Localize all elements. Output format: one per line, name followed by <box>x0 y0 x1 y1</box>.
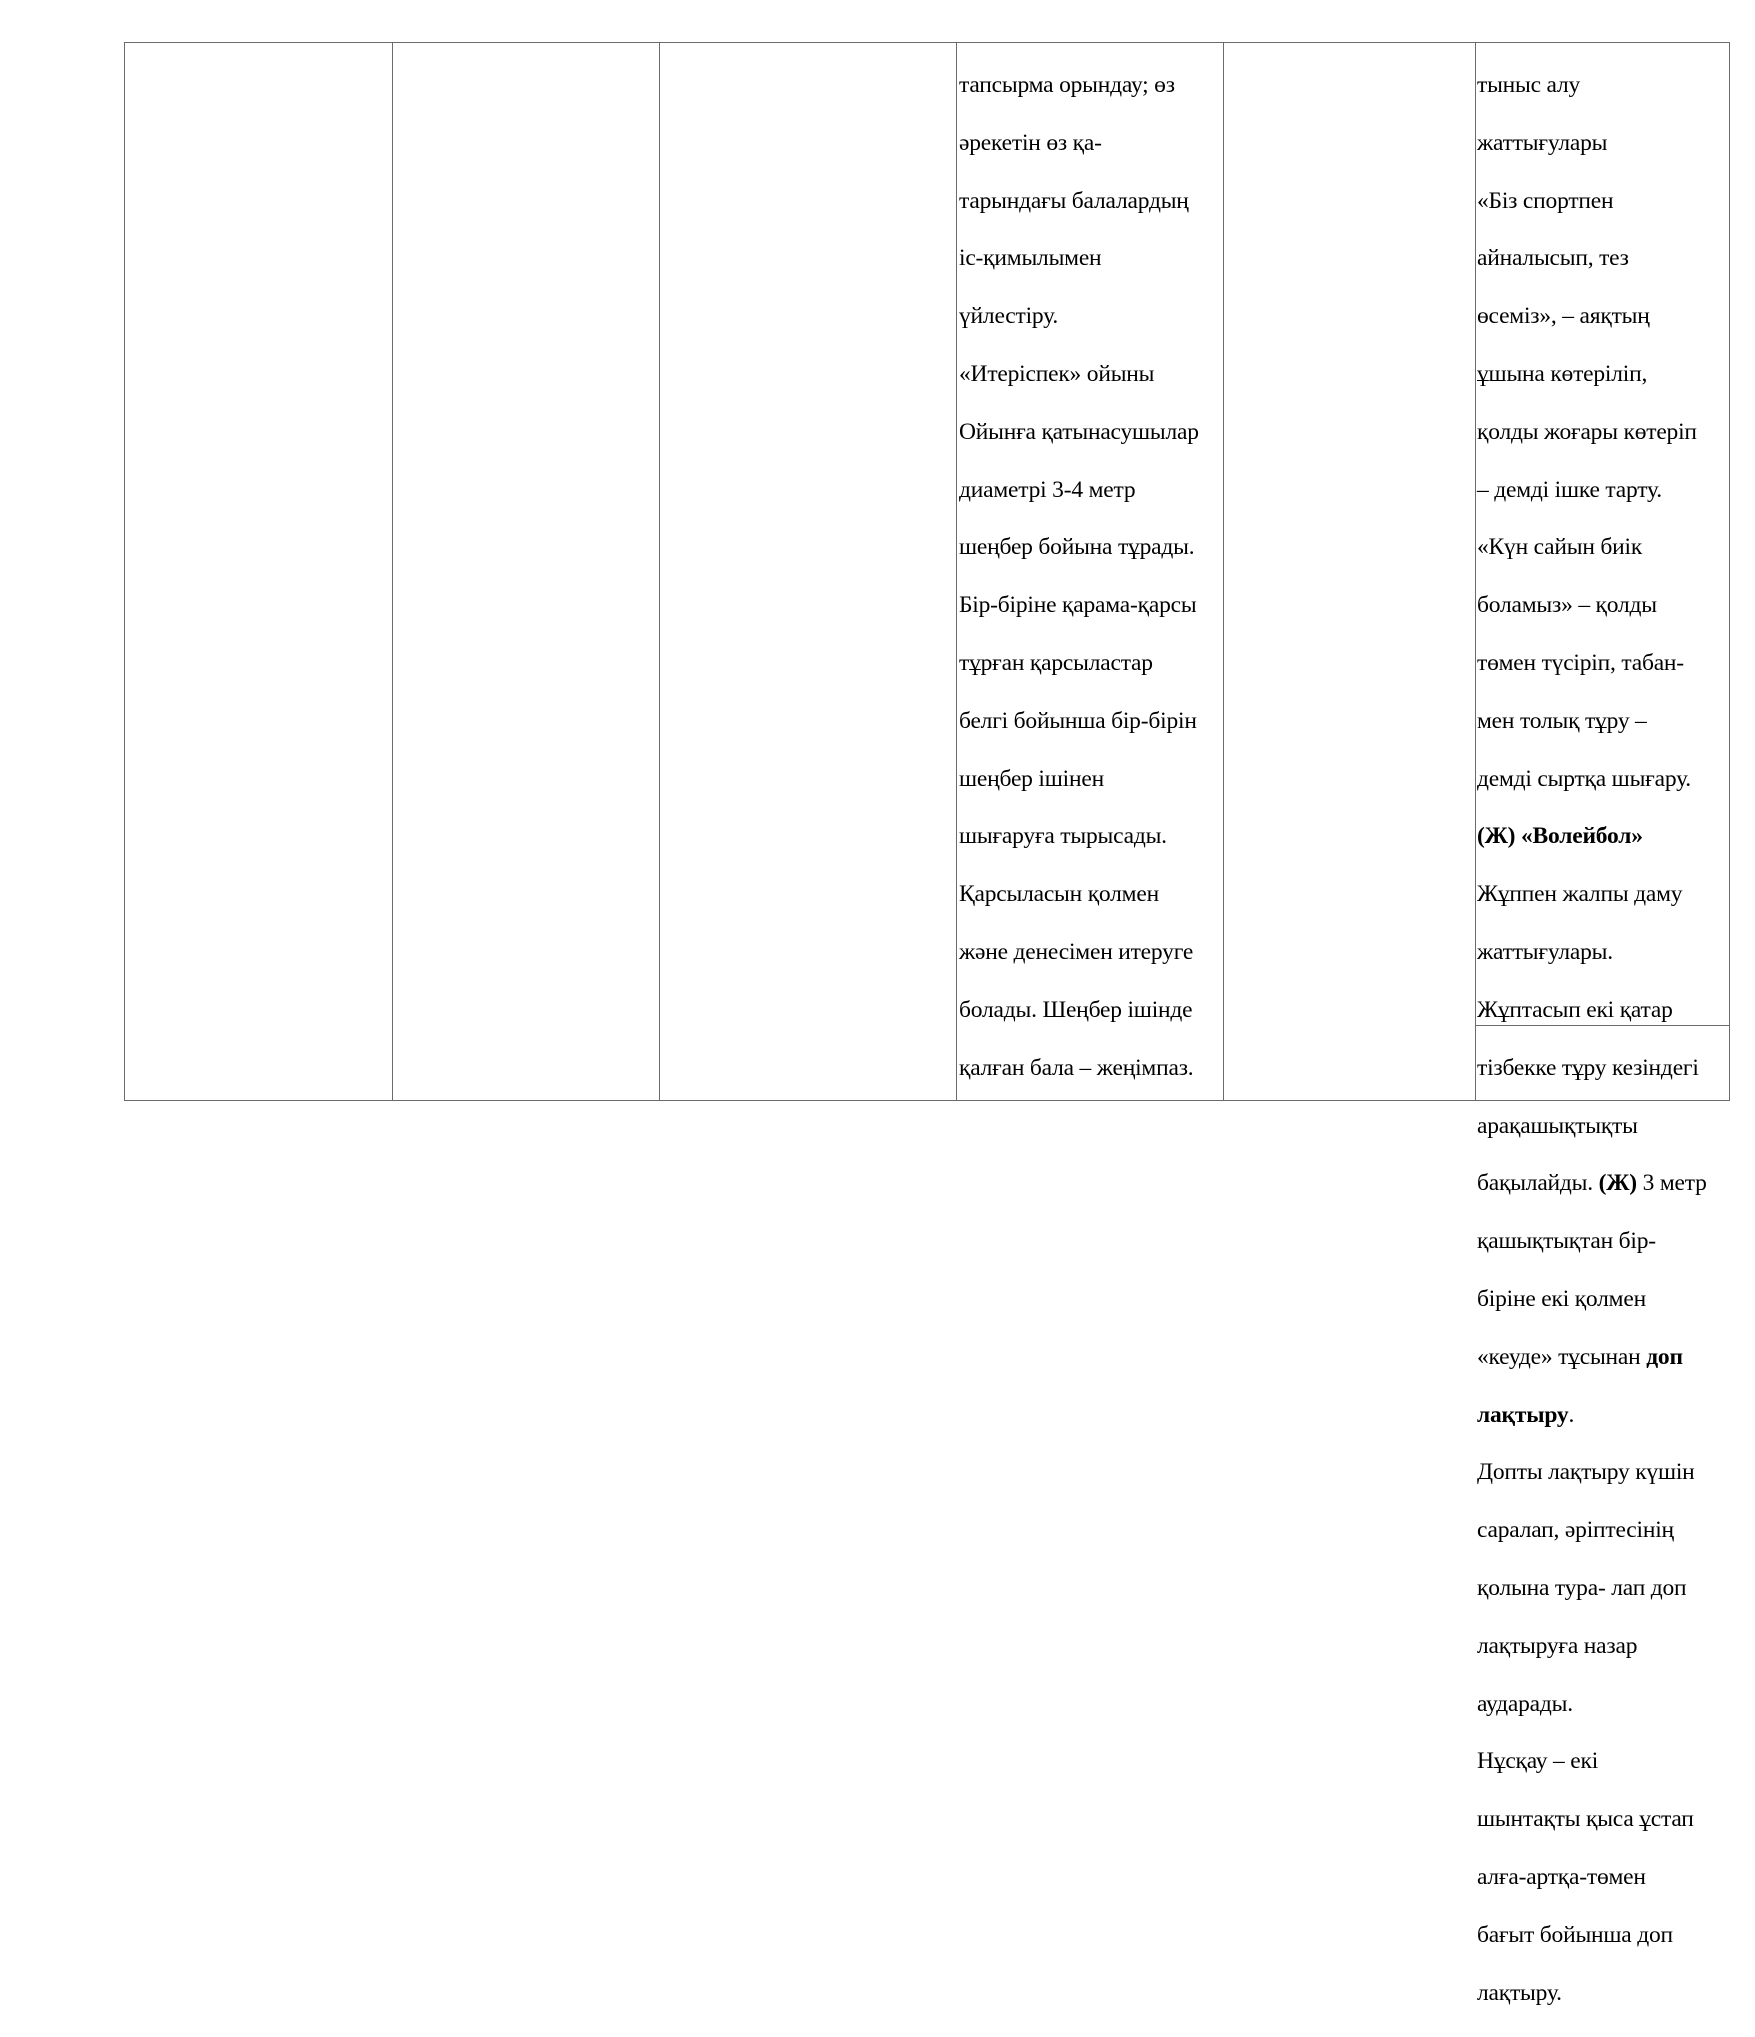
cell-text-line: қашықтықтан бір- <box>1477 1228 1656 1255</box>
column-divider-1 <box>392 42 393 1101</box>
cell-text-line: арақашықтықты <box>1477 1112 1638 1139</box>
text-run: бақылайды. <box>1477 1170 1599 1197</box>
cell-text-line: және денесімен итеруге <box>959 939 1194 966</box>
cell-text-line: Қарсыласын қолмен <box>959 881 1159 908</box>
text-run: . <box>1568 1401 1575 1428</box>
cell-text-line: шынтақты қыса ұстап <box>1477 1806 1694 1833</box>
column-divider-4 <box>1223 42 1224 1101</box>
cell-text-line: шығаруға тырысады. <box>959 823 1167 850</box>
cell-text-line: біріне екі қолмен <box>1477 1285 1646 1312</box>
cell-text-line: шеңбер бойына тұрады. <box>959 534 1195 561</box>
text-run: «кеуде» тұсынан <box>1477 1343 1647 1370</box>
cell-text-line: іс-қимылымен <box>959 245 1102 272</box>
cell-text-line: Бір-біріне қарама-қарсы <box>959 592 1197 619</box>
cell-text-line: «Күн сайын биік <box>1477 534 1643 561</box>
cell-text-line: болады. Шеңбер ішінде <box>959 996 1193 1023</box>
cell-text-line: тізбекке тұру кезіндегі <box>1477 1054 1699 1081</box>
text-run-bold: (Ж) <box>1598 1170 1637 1197</box>
cell-text-line: «Біз спортпен <box>1477 187 1614 214</box>
cell-text-line: қолына тура- лап доп <box>1477 1575 1687 1602</box>
cell-text-line: диаметрі 3-4 метр <box>959 476 1136 503</box>
cell-text-line: жаттығулары <box>1477 129 1608 156</box>
cell-text-line: шеңбер ішінен <box>959 765 1104 792</box>
cell-text-line: Нұсқау – екі <box>1477 1748 1599 1775</box>
cell-text-line: тұрған қарсыластар <box>959 650 1153 677</box>
cell-text-line: төмен түсіріп, табан- <box>1477 650 1684 677</box>
cell-column-6 <box>1477 42 1729 2037</box>
cell-text-line: белгі бойынша бір-бірін <box>959 707 1197 734</box>
text-run: 3 метр <box>1636 1170 1707 1197</box>
cell-text-line: мен толық тұру – <box>1477 707 1647 734</box>
cell-text-line: – демді ішке тарту. <box>1477 476 1662 503</box>
cell-text-line: Жұптасып екі қатар <box>1477 996 1673 1023</box>
cell-text-line: Жұппен жалпы даму <box>1477 881 1683 908</box>
cell-text-line: Ойынға қатынасушылар <box>959 418 1199 445</box>
cell-text-line: саралап, әріптесінің <box>1477 1517 1674 1544</box>
cell-text-line: тыныс алу <box>1477 71 1581 98</box>
cell-text-line: «Итеріспек» ойыны <box>959 360 1155 387</box>
cell-text-line: жаттығулары. <box>1477 939 1613 966</box>
column-divider-5 <box>1475 42 1476 1101</box>
text-run-bold: доп <box>1646 1343 1683 1370</box>
cell-text-line: Допты лақтыру күшін <box>1477 1459 1695 1486</box>
column-divider-2 <box>659 42 660 1101</box>
cell-text-line: демді сыртқа шығару. <box>1477 765 1691 792</box>
cell-text-line: қалған бала – жеңімпаз. <box>959 1054 1194 1081</box>
cell-text-line: бағыт бойынша доп <box>1477 1921 1673 1948</box>
cell-text-line <box>1477 1401 1729 1430</box>
section-heading-volleyball: (Ж) «Волейбол» <box>1477 823 1643 850</box>
cell-text-line: ұшына көтеріліп, <box>1477 360 1648 387</box>
cell-text-line: айналысып, тез <box>1477 245 1629 272</box>
cell-column-4 <box>959 42 1221 1112</box>
cell-text-line: үйлестіру. <box>959 303 1059 330</box>
cell-text-line <box>1477 1169 1729 1198</box>
cell-text-line: әрекетін өз қа- <box>959 129 1102 156</box>
cell-text-line: тарындағы балалардың <box>959 187 1189 214</box>
column-divider-3 <box>956 42 957 1101</box>
cell-text-line: лақтыру. <box>1477 1979 1562 2006</box>
cell-text-line: қолды жоғары көтеріп <box>1477 418 1697 445</box>
cell-text-line: аударады. <box>1477 1690 1573 1717</box>
cell-text-line: өсеміз», – аяқтың <box>1477 303 1650 330</box>
cell-text-line: боламыз» – қолды <box>1477 592 1657 619</box>
cell-text-line: алға-артқа-төмен <box>1477 1864 1646 1891</box>
text-run-bold: лақтыру <box>1477 1401 1569 1428</box>
cell-text-line <box>1477 1343 1729 1372</box>
cell-text-line: тапсырма орындау; өз <box>959 71 1175 98</box>
cell-text-line: лақтыруға назар <box>1477 1632 1638 1659</box>
